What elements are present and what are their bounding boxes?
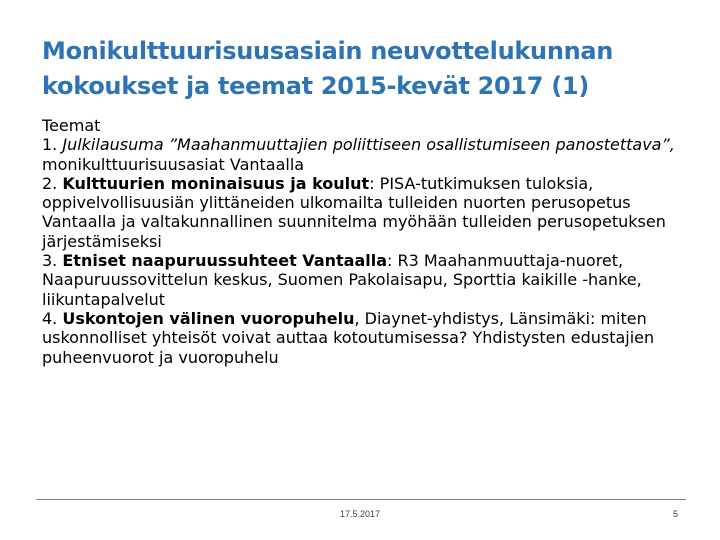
page-number: 5	[672, 509, 678, 519]
item-text: monikulttuurisuusasiat Vantaalla	[42, 154, 305, 174]
item-text: , Diaynet-yhdistys, Länsimäki: miten uskonnolliset yhteisöt voivat auttaa kotoutumisessa? Yhdistysten edustajien puheenvuorot ja vuoropuhelu	[42, 308, 655, 367]
theme-item-1	[42, 135, 692, 174]
footer-date: 17.5.2017	[339, 509, 381, 519]
title-line-2: kokoukset ja teemat 2015-kevät 2017 (1)	[42, 72, 589, 100]
item-italic: Julkilausuma ”Maahanmuuttajien poliittiseen osallistumiseen panostettava”,	[62, 135, 675, 155]
item-number: 2.	[42, 173, 63, 193]
slide-title	[42, 34, 692, 104]
footer-divider	[36, 499, 686, 500]
item-text: : PISA-tutkimuksen tuloksia, oppivelvollisuusiän ylittäneiden ulkomailta tulleiden nuorten perusopetus Vantaalla ja valtakunnallinen suunnitelma myöhään tulleiden perusopetuksen järjestämiseksi	[42, 173, 666, 251]
title-line-1: Monikulttuurisuusasiain neuvottelukunnan	[42, 37, 614, 65]
theme-item-3	[42, 251, 692, 309]
body-heading: Teemat	[42, 116, 101, 135]
item-bold: Etniset naapuruussuhteet Vantaalla	[62, 251, 388, 271]
item-text: : R3 Maahanmuuttaja-nuoret, Naapuruussovittelun keskus, Suomen Pakolaisapu, Sporttia kaikille -hanke, liikuntapalvelut	[42, 251, 642, 309]
item-bold: Kulttuurien moninaisuus ja koulut	[62, 173, 370, 193]
item-bold: Uskontojen välinen vuoropuhelu	[62, 308, 355, 328]
item-number: 3.	[42, 251, 63, 271]
slide-body	[42, 116, 692, 367]
item-number: 4.	[42, 308, 63, 328]
theme-item-4	[42, 309, 692, 367]
item-number: 1.	[42, 135, 63, 155]
theme-item-2	[42, 174, 692, 251]
